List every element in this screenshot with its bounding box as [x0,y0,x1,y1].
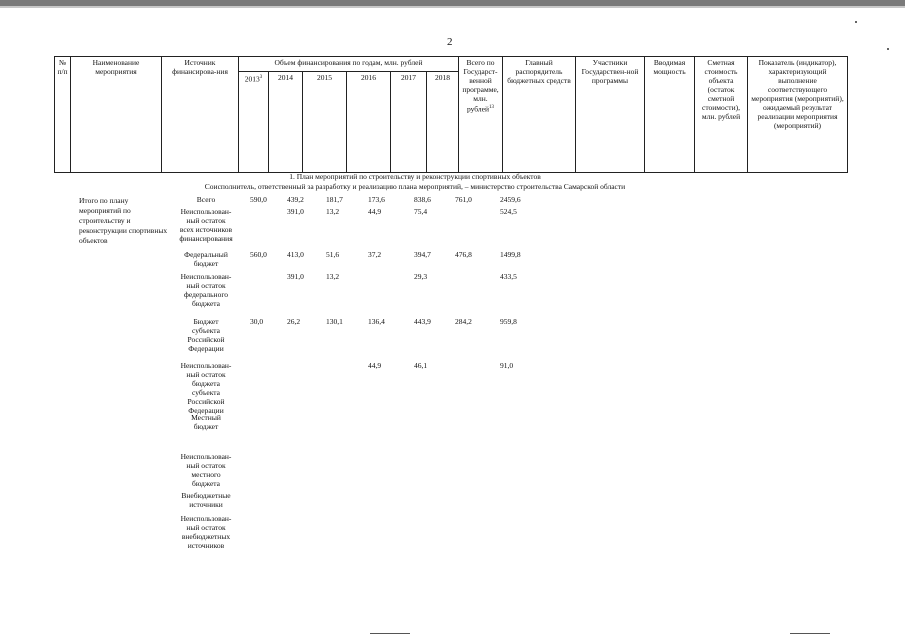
header-num: № п/п [55,57,71,173]
source-line: субъекта [192,325,220,335]
source-cell [166,515,246,551]
value-cell-2018: 761,0 [455,195,472,204]
header-total [459,57,503,173]
scan-speck [887,48,889,50]
value-cell-2018: 284,2 [455,317,472,326]
source-line: федерального [184,289,228,299]
source-line: Российской [187,334,225,344]
value-cell-2016: 136,4 [368,317,385,326]
header-year: 2016 [347,72,391,173]
value-cell-2014: 391,0 [287,272,304,281]
source-cell [166,453,246,489]
value-cell-2013: 560,0 [250,250,267,259]
value-cell-2014: 413,0 [287,250,304,259]
source-line: Всего [196,195,216,204]
header-total-footnote: 13 [489,105,495,110]
value-cell-2015: 130,1 [326,317,343,326]
source-line: Неиспользован- [180,361,232,370]
header-main-manager: Главный распорядитель бюджетных средств [503,57,576,173]
value-cell-2014: 439,2 [287,195,304,204]
header-source: Источник финансирова-ния [162,57,239,173]
source-line: источников [187,540,225,550]
source-line: финансирования [179,233,233,243]
header-year: 2015 [303,72,347,173]
total-cell: 1499,8 [500,250,521,259]
source-line: Местный [191,413,221,422]
source-cell [166,318,246,354]
source-line: Неиспользован- [180,452,232,461]
source-line: Неиспользован- [180,514,232,523]
value-cell-2015: 13,2 [326,272,340,281]
header-indicator: Показатель (индикатор), характеризующий выполнение соответствующего мероприятия (мероприятий), ожидаемый результат реализации мероприятия (мероприятий) [748,57,848,173]
source-line: бюджета [192,298,220,308]
source-line: внебюджетных [181,531,231,541]
page-number: 2 [447,36,453,48]
header-name: Наименование мероприятия [71,57,162,173]
source-line: ный остаток [186,369,226,379]
header-total-text: Всего по Государст-венной программе, млн. рублей [462,58,499,114]
value-cell-2017: 394,7 [414,250,431,259]
value-cell-2014: 26,2 [287,317,301,326]
source-line: субъекта [192,387,220,397]
value-cell-2015: 181,7 [326,195,343,204]
source-line: Бюджет [193,317,219,326]
source-line: ный остаток [186,280,226,290]
source-line: ный остаток [186,215,226,225]
source-cell [166,196,246,205]
header-estimated-cost: Сметная стоимость объекта (остаток сметной стоимости), млн. рублей [695,57,748,173]
value-cell-2016: 44,9 [368,207,382,216]
source-line: бюджета [192,478,220,488]
total-cell: 959,8 [500,317,517,326]
header-year-footnote: 3 [259,75,263,81]
scan-speck [855,21,857,23]
value-cell-2017: 46,1 [414,361,428,370]
scan-edge-mark [790,633,830,634]
value-cell-2016: 37,2 [368,250,382,259]
source-line: Федерации [188,405,224,415]
header-year: 2017 [391,72,427,173]
value-cell-2017: 75,4 [414,207,428,216]
total-cell: 433,5 [500,272,517,281]
value-cell-2013: 30,0 [250,317,264,326]
total-cell: 2459,6 [500,195,521,204]
source-line: Российской [187,396,225,406]
source-line: Неиспользован- [180,207,232,216]
source-line: Внебюджетные [181,491,231,500]
value-cell-2017: 838,6 [414,195,431,204]
source-cell [166,273,246,309]
source-line: всех источников [179,224,233,234]
scan-top-edge-shadow [0,6,905,8]
source-cell [166,251,246,269]
value-cell-2017: 29,3 [414,272,428,281]
total-cell: 524,5 [500,207,517,216]
header-year-text: 2013 [244,74,260,84]
value-cell-2018: 476,8 [455,250,472,259]
source-cell [166,208,246,244]
header-participants: Участники Государствен-ной программы [576,57,645,173]
header-capacity: Вводимая мощность [645,57,695,173]
header-year: 2018 [427,72,459,173]
source-line: источники [189,499,223,509]
header-year [239,72,269,173]
source-line: бюджета [192,378,220,388]
itogo-label: Итого по плану мероприятий по строительству и реконструкции спортивных объектов [79,196,168,245]
value-cell-2016: 173,6 [368,195,385,204]
value-cell-2015: 13,2 [326,207,340,216]
total-cell: 91,0 [500,361,514,370]
source-cell [166,492,246,510]
source-line: ный остаток [186,460,226,470]
header-year: 2014 [269,72,303,173]
source-line: Федеральный [184,250,228,259]
source-cell [166,362,246,415]
source-line: бюджет [193,421,219,431]
header-volume: Объем финансирования по годам, млн. рублей [239,57,459,72]
source-line: ный остаток [186,522,226,532]
source-line: бюджет [193,258,219,268]
value-cell-2017: 443,9 [414,317,431,326]
value-cell-2016: 44,9 [368,361,382,370]
section-subtitle: Соисполнитель, ответственный за разработку и реализацию плана мероприятий, – министерство строительства Самарской области [204,182,626,191]
value-cell-2013: 590,0 [250,195,267,204]
scan-edge-mark [370,633,410,634]
source-line: Неиспользован- [180,272,232,281]
section-title: 1. План мероприятий по строительству и реконструкции спортивных объектов [289,172,541,181]
value-cell-2015: 51,6 [326,250,340,259]
source-line: местного [191,469,221,479]
header-table [54,56,848,173]
source-line: Федерации [188,343,224,353]
value-cell-2014: 391,0 [287,207,304,216]
source-cell [166,414,246,432]
